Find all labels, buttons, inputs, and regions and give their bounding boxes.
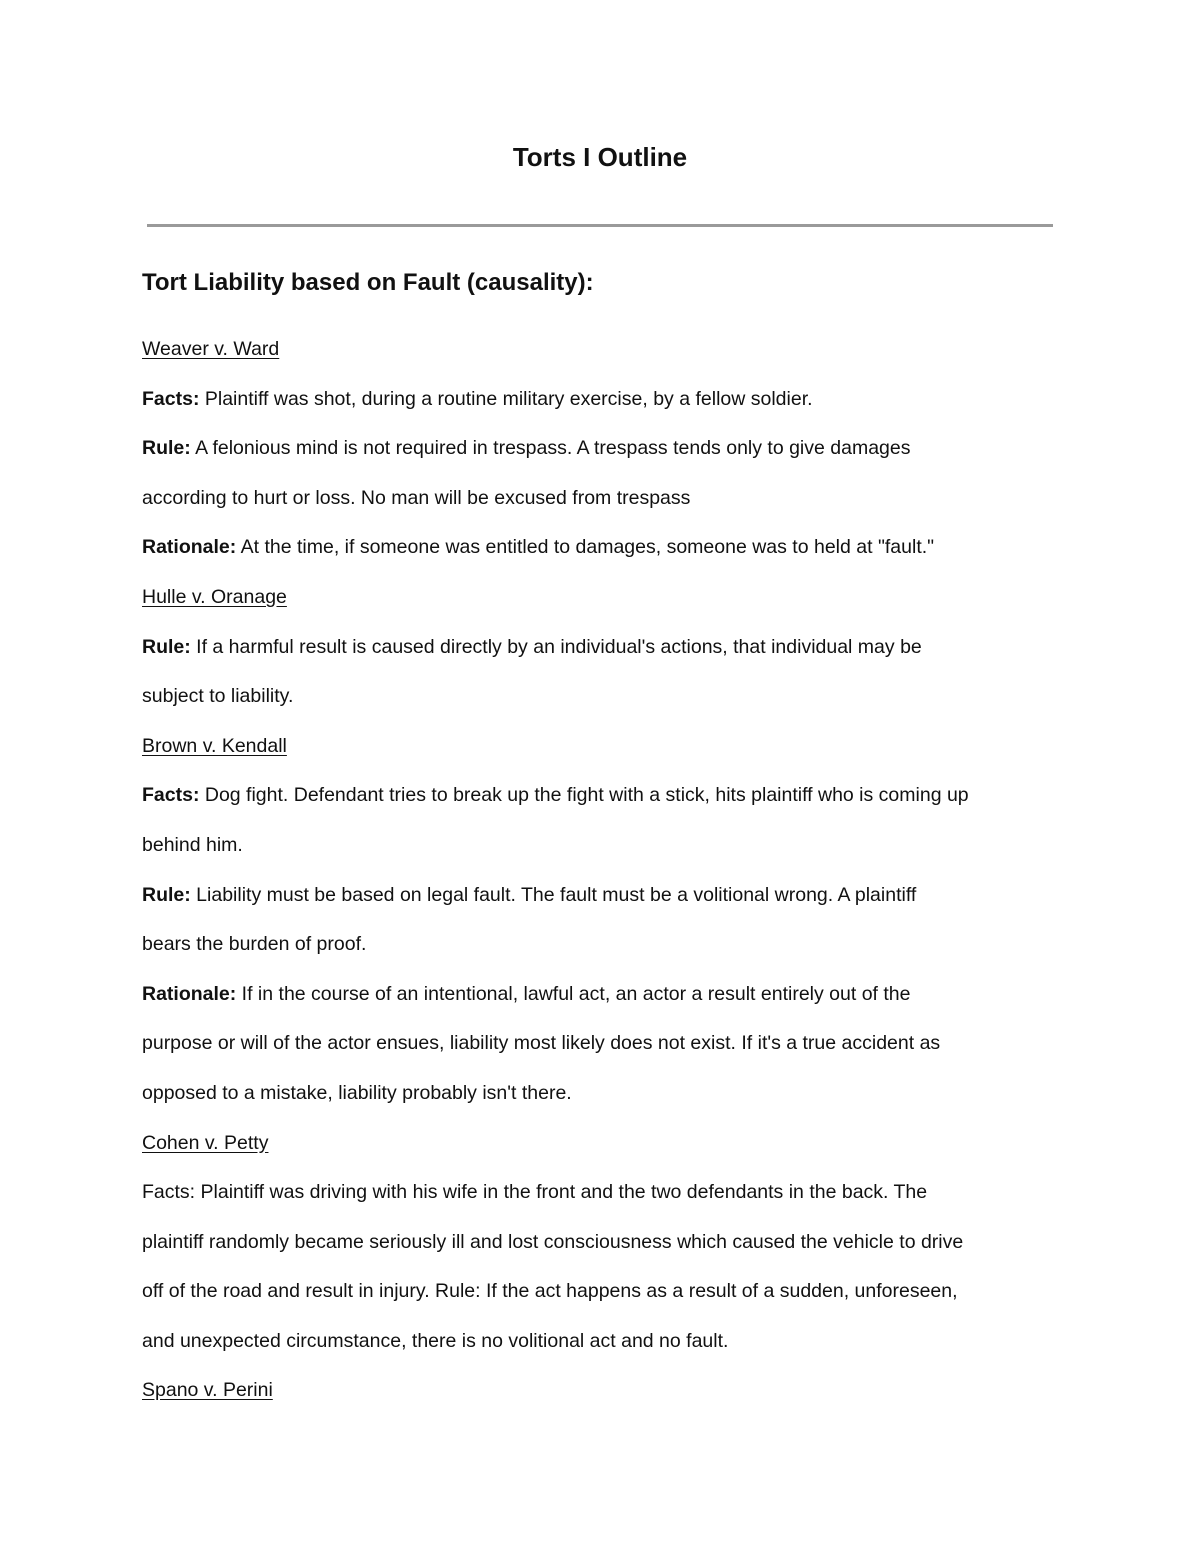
rule-label: Rule: [142, 635, 191, 658]
rationale-text: purpose or will of the actor ensues, liability most likely does not exist. If it's a true accident as [142, 1032, 941, 1055]
case-rationale-continued [142, 1069, 1062, 1119]
case-text [142, 1168, 1062, 1218]
rationale-text: opposed to a mistake, liability probably isn't there. [142, 1081, 572, 1104]
case-name-spano-v-perini: Spano v. Perini [142, 1379, 273, 1402]
rationale-text: If in the course of an intentional, lawful act, an actor a result entirely out of the [236, 982, 911, 1005]
facts-text: behind him. [142, 833, 243, 856]
rule-text: If a harmful result is caused directly by an individual's actions, that individual may be [190, 635, 922, 658]
case-rule-continued [142, 920, 1062, 970]
case-rule-continued [142, 672, 1062, 722]
facts-text: Plaintiff was shot, during a routine military exercise, by a fellow soldier. [199, 387, 813, 410]
document-title: Torts I Outline [512, 142, 688, 172]
case-heading [142, 722, 1062, 772]
case-text-line: off of the road and result in injury. Rule: If the act happens as a result of a sudden, unforeseen, [142, 1280, 958, 1303]
case-rule [142, 424, 1062, 474]
case-facts [142, 375, 1062, 425]
case-heading [142, 325, 1062, 375]
case-text [142, 1317, 1062, 1367]
case-rationale [142, 970, 1062, 1020]
case-facts [142, 771, 1062, 821]
case-text [142, 1267, 1062, 1317]
rule-text: Liability must be based on legal fault. The fault must be a volitional wrong. A plaintiff [190, 883, 917, 906]
case-heading [142, 573, 1062, 623]
case-rule [142, 871, 1062, 921]
case-facts-continued [142, 821, 1062, 871]
rule-text: A felonious mind is not required in trespass. A trespass tends only to give damages [190, 437, 911, 460]
rationale-text: At the time, if someone was entitled to damages, someone was to held at "fault." [236, 536, 935, 559]
case-text [142, 1218, 1062, 1268]
case-name-cohen-v-petty: Cohen v. Petty [142, 1131, 269, 1154]
case-name-weaver-v-ward: Weaver v. Ward [142, 338, 280, 360]
case-rationale [142, 523, 1062, 573]
section-heading: Tort Liability based on Fault (causality): [142, 269, 594, 296]
document-body [142, 325, 1062, 1416]
case-rule [142, 623, 1062, 673]
rule-text: according to hurt or loss. No man will be excused from trespass [142, 486, 691, 509]
case-text-line: plaintiff randomly became seriously ill and lost consciousness which caused the vehicle to drive [142, 1230, 964, 1253]
facts-text: Dog fight. Defendant tries to break up the fight with a stick, hits plaintiff who is coming up [199, 784, 969, 807]
case-heading [142, 1119, 1062, 1169]
case-rule-continued [142, 474, 1062, 524]
rule-text: subject to liability. [142, 685, 294, 708]
case-text-line: and unexpected circumstance, there is no volitional act and no fault. [142, 1329, 729, 1352]
case-name-hulle-v-oranage: Hulle v. Oranage [142, 585, 287, 608]
horizontal-rule [147, 224, 1053, 227]
facts-label: Facts: [142, 784, 200, 807]
case-name-brown-v-kendall: Brown v. Kendall [142, 734, 287, 757]
rule-label: Rule: [142, 883, 191, 906]
case-rationale-continued [142, 1019, 1062, 1069]
rationale-label: Rationale: [142, 982, 237, 1005]
case-heading [142, 1366, 1062, 1416]
rule-label: Rule: [142, 437, 191, 460]
rationale-label: Rationale: [142, 536, 237, 559]
facts-label: Facts: [142, 387, 200, 410]
rule-text: bears the burden of proof. [142, 933, 367, 956]
case-text-line: Facts: Plaintiff was driving with his wife in the front and the two defendants in the back. The [142, 1181, 928, 1204]
